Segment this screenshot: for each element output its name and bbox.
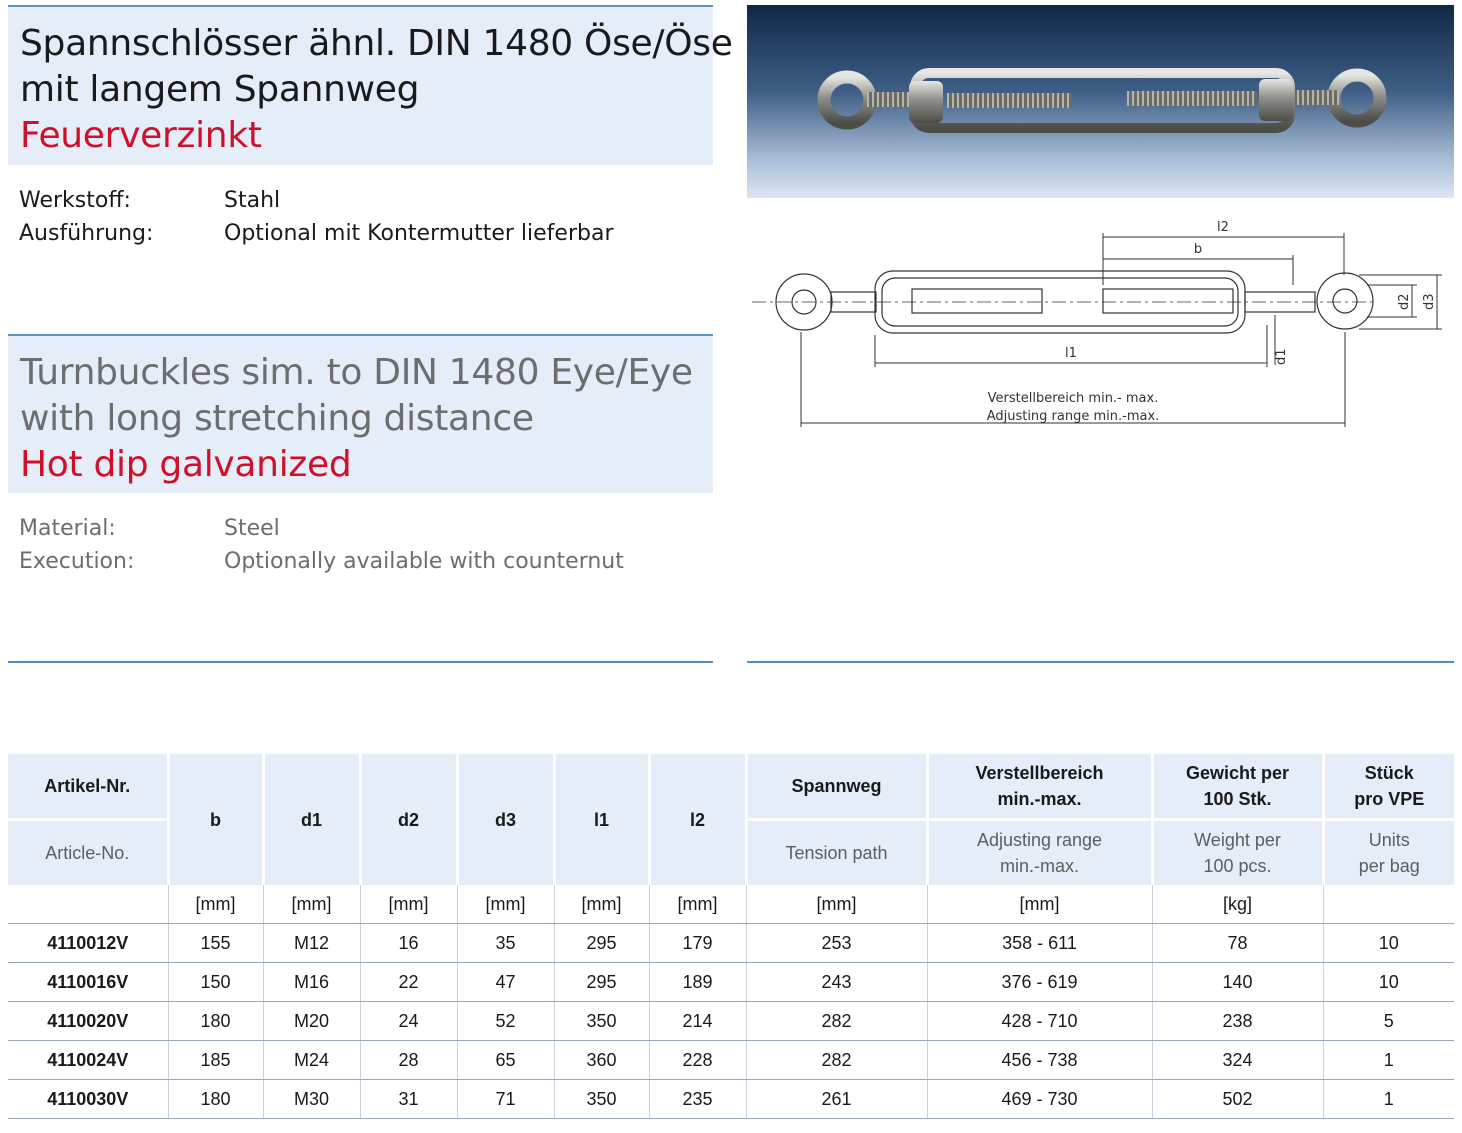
table-cell: 282 xyxy=(746,1041,927,1080)
table-cell: 360 xyxy=(554,1041,649,1080)
table-cell: 35 xyxy=(457,924,554,963)
table-cell: 214 xyxy=(649,1002,746,1041)
english-title-line2: with long stretching distance xyxy=(20,398,534,439)
header-d3: d3 xyxy=(457,754,554,885)
table-cell: 16 xyxy=(360,924,457,963)
unit-cell: [mm] xyxy=(649,885,746,924)
table-cell: 428 - 710 xyxy=(927,1002,1152,1041)
header-weight-en-line1: Weight per xyxy=(1194,830,1281,850)
table-cell: 469 - 730 xyxy=(927,1080,1152,1119)
material-value-de: Stahl xyxy=(224,188,281,213)
header-range-de-line2: min.-max. xyxy=(997,789,1082,809)
table-cell: 150 xyxy=(168,963,263,1002)
table-cell: 1 xyxy=(1323,1041,1454,1080)
table-cell: 180 xyxy=(168,1080,263,1119)
header-weight-en xyxy=(1152,820,1323,886)
unit-cell: [mm] xyxy=(457,885,554,924)
unit-cell xyxy=(1323,885,1454,924)
header-range-de xyxy=(927,754,1152,820)
unit-cell: [mm] xyxy=(554,885,649,924)
units-row xyxy=(8,885,1454,924)
table-cell: M12 xyxy=(263,924,360,963)
english-specs xyxy=(19,512,624,578)
table-cell: 358 - 611 xyxy=(927,924,1152,963)
article-number-cell: 4110016V xyxy=(8,963,168,1002)
table-row xyxy=(8,1041,1454,1080)
table-cell: M30 xyxy=(263,1080,360,1119)
table-cell: 1 xyxy=(1323,1080,1454,1119)
table-row xyxy=(8,1002,1454,1041)
article-number-cell: 4110012V xyxy=(8,924,168,963)
german-specs xyxy=(19,184,614,250)
header-range-en-line2: min.-max. xyxy=(999,856,1079,876)
article-number-cell: 4110030V xyxy=(8,1080,168,1119)
table-cell: 324 xyxy=(1152,1041,1323,1080)
table-row xyxy=(8,924,1454,963)
separator-right xyxy=(747,661,1454,663)
separator-left xyxy=(8,661,713,663)
german-title-line2: mit langem Spannweg xyxy=(20,69,420,110)
header-units-de-line2: pro VPE xyxy=(1354,789,1425,809)
table-cell: 78 xyxy=(1152,924,1323,963)
table-cell: 228 xyxy=(649,1041,746,1080)
table-cell: M24 xyxy=(263,1041,360,1080)
table-cell: 140 xyxy=(1152,963,1323,1002)
product-photo xyxy=(747,5,1454,198)
table-cell: 22 xyxy=(360,963,457,1002)
table-cell: 185 xyxy=(168,1041,263,1080)
material-label-en: Material: xyxy=(19,516,116,541)
table-cell: 180 xyxy=(168,1002,263,1041)
header-range-en xyxy=(927,820,1152,886)
unit-cell: [mm] xyxy=(746,885,927,924)
spec-table xyxy=(8,754,1454,1119)
execution-value-de: Optional mit Kontermutter lieferbar xyxy=(224,221,614,246)
material-value-en: Steel xyxy=(224,516,280,541)
header-units-de xyxy=(1323,754,1454,820)
table-cell: 282 xyxy=(746,1002,927,1041)
table-cell: 10 xyxy=(1323,963,1454,1002)
german-title-line1: Spannschlösser ähnl. DIN 1480 Öse/Öse xyxy=(20,23,733,64)
unit-cell: [mm] xyxy=(927,885,1152,924)
table-cell: 24 xyxy=(360,1002,457,1041)
table-cell: 179 xyxy=(649,924,746,963)
label-range-de: Verstellbereich min.- max. xyxy=(987,391,1159,406)
table-cell: M20 xyxy=(263,1002,360,1041)
label-d2: d2 xyxy=(1397,293,1412,310)
label-l1: l1 xyxy=(1065,346,1077,361)
table-cell: 47 xyxy=(457,963,554,1002)
header-units-en-line2: per bag xyxy=(1358,856,1420,876)
header-weight-de-line2: 100 Stk. xyxy=(1203,789,1272,809)
header-d2: d2 xyxy=(360,754,457,885)
header-units-en-line1: Units xyxy=(1368,830,1410,850)
english-finish: Hot dip galvanized xyxy=(20,444,352,485)
english-title-line1: Turnbuckles sim. to DIN 1480 Eye/Eye xyxy=(20,352,693,393)
unit-cell: [mm] xyxy=(263,885,360,924)
unit-cell: [mm] xyxy=(168,885,263,924)
label-b: b xyxy=(1193,242,1203,257)
header-weight-de-line1: Gewicht per xyxy=(1185,763,1290,783)
header-article-en: Article-No. xyxy=(8,820,168,886)
header-b: b xyxy=(168,754,263,885)
table-cell: 243 xyxy=(746,963,927,1002)
header-weight-de xyxy=(1152,754,1323,820)
table-cell: 295 xyxy=(554,924,649,963)
table-cell: 31 xyxy=(360,1080,457,1119)
table-cell: 235 xyxy=(649,1080,746,1119)
label-l2: l2 xyxy=(1217,220,1229,235)
article-number-cell: 4110024V xyxy=(8,1041,168,1080)
table-cell: M16 xyxy=(263,963,360,1002)
table-cell: 350 xyxy=(554,1080,649,1119)
table-cell: 350 xyxy=(554,1002,649,1041)
table-cell: 295 xyxy=(554,963,649,1002)
table-cell: 238 xyxy=(1152,1002,1323,1041)
table-cell: 502 xyxy=(1152,1080,1323,1119)
table-cell: 261 xyxy=(746,1080,927,1119)
execution-label-en: Execution: xyxy=(19,549,135,574)
unit-cell: [kg] xyxy=(1152,885,1323,924)
label-d1: d1 xyxy=(1274,348,1289,365)
table-cell: 189 xyxy=(649,963,746,1002)
table-cell: 155 xyxy=(168,924,263,963)
header-range-en-line1: Adjusting range xyxy=(976,830,1103,850)
german-finish: Feuerverzinkt xyxy=(20,115,262,156)
table-cell: 376 - 619 xyxy=(927,963,1152,1002)
label-d3: d3 xyxy=(1422,293,1437,310)
material-label-de: Werkstoff: xyxy=(19,188,131,213)
german-title-box xyxy=(8,5,733,165)
table-row xyxy=(8,963,1454,1002)
header-d1: d1 xyxy=(263,754,360,885)
header-l2: l2 xyxy=(649,754,746,885)
header-tension-en: Tension path xyxy=(746,820,927,886)
turnbuckle-dimension-drawing xyxy=(747,215,1454,445)
table-cell: 5 xyxy=(1323,1002,1454,1041)
table-cell: 52 xyxy=(457,1002,554,1041)
header-units-de-line1: Stück xyxy=(1364,763,1414,783)
execution-value-en: Optionally available with counternut xyxy=(224,549,624,574)
header-weight-en-line2: 100 pcs. xyxy=(1203,856,1272,876)
table-body xyxy=(8,924,1454,1119)
article-number-cell: 4110020V xyxy=(8,1002,168,1041)
table-cell: 71 xyxy=(457,1080,554,1119)
header-units-en xyxy=(1323,820,1454,886)
technical-drawing xyxy=(747,215,1454,445)
table-row xyxy=(8,1080,1454,1119)
header-range-de-line1: Verstellbereich xyxy=(975,763,1104,783)
header-article-de: Artikel-Nr. xyxy=(8,754,168,820)
table-cell: 253 xyxy=(746,924,927,963)
execution-label-de: Ausführung: xyxy=(19,221,154,246)
header-l1: l1 xyxy=(554,754,649,885)
label-range-en: Adjusting range min.-max. xyxy=(986,409,1160,424)
table-cell: 10 xyxy=(1323,924,1454,963)
unit-cell: [mm] xyxy=(360,885,457,924)
table-cell: 65 xyxy=(457,1041,554,1080)
unit-cell xyxy=(8,885,168,924)
english-title-box xyxy=(8,334,713,493)
header-tension-de: Spannweg xyxy=(746,754,927,820)
table-cell: 28 xyxy=(360,1041,457,1080)
turnbuckle-photo-image xyxy=(747,5,1454,198)
table-cell: 456 - 738 xyxy=(927,1041,1152,1080)
